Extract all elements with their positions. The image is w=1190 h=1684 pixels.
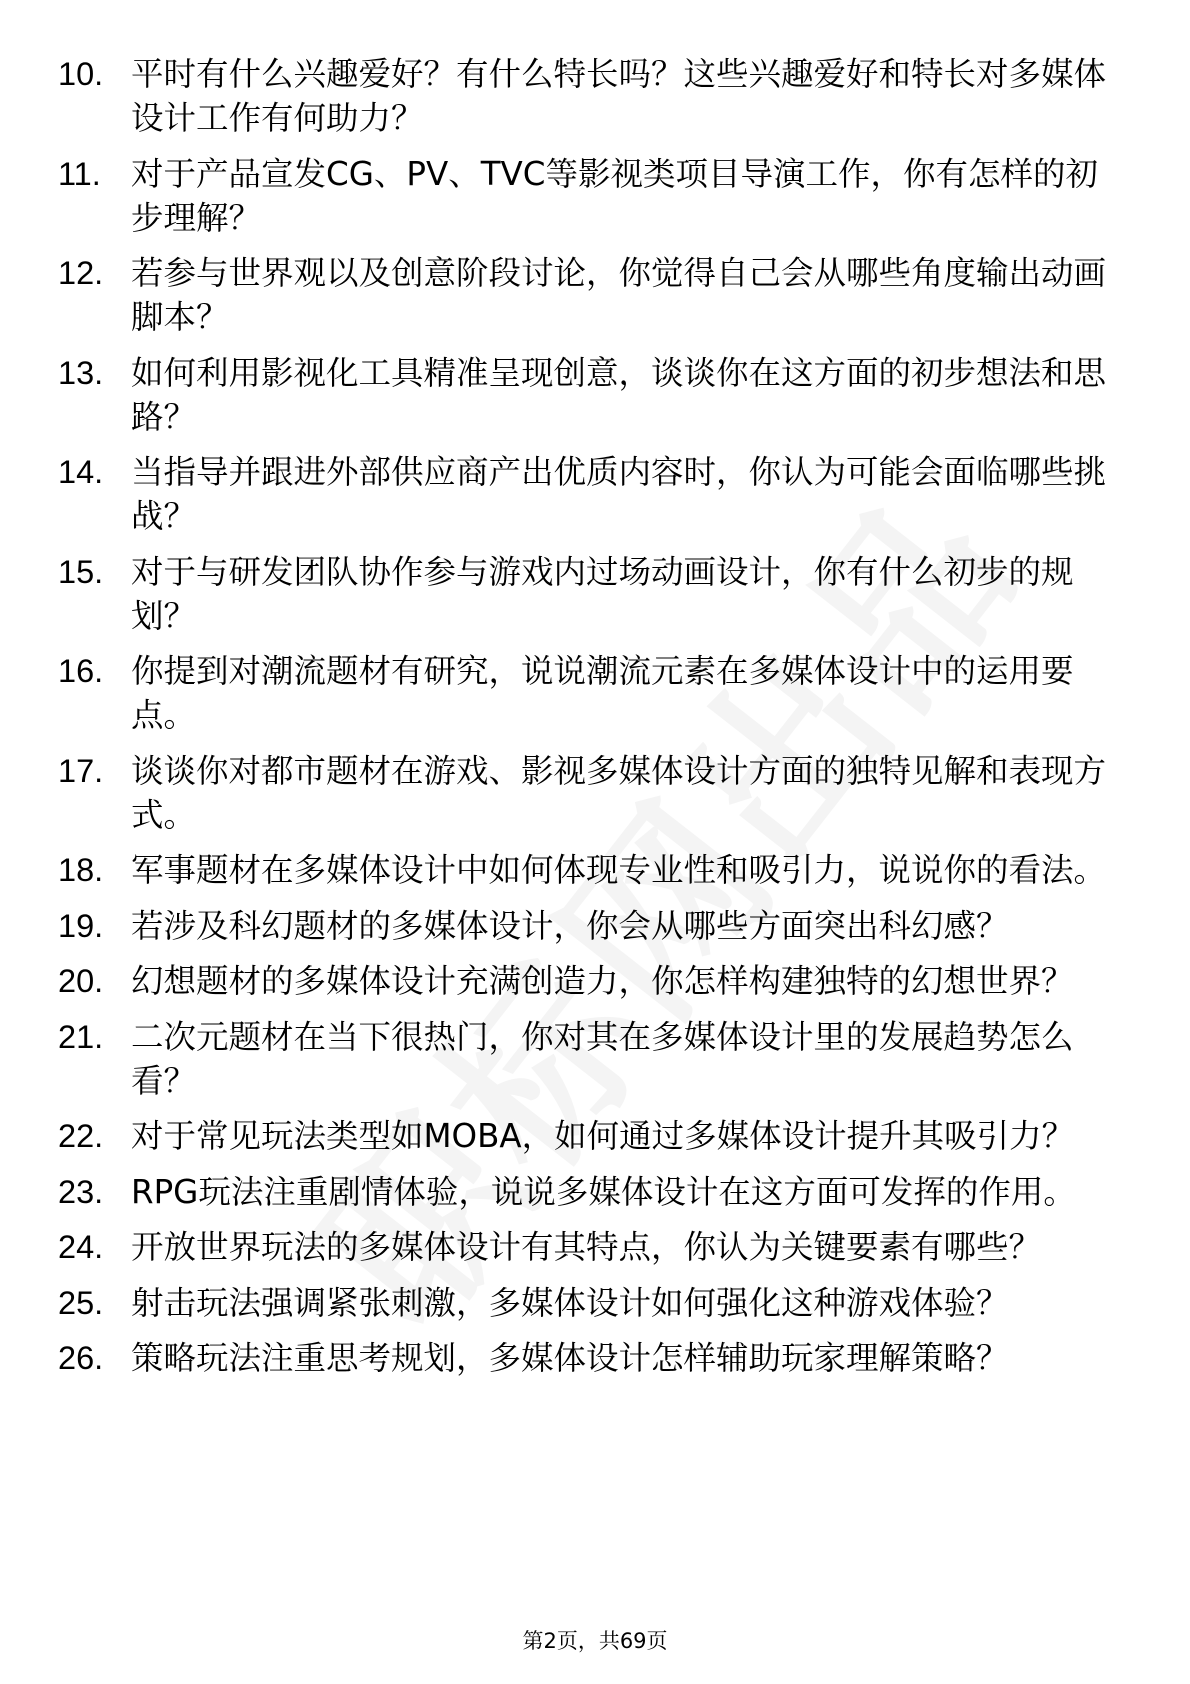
question-item bbox=[58, 1281, 1128, 1325]
question-item bbox=[58, 1170, 1128, 1214]
question-item bbox=[58, 1114, 1128, 1158]
question-text: 你提到对潮流题材有研究，说说潮流元素在多媒体设计中的运用要点。 bbox=[131, 652, 1074, 734]
question-item bbox=[58, 959, 1128, 1003]
question-number: 20. bbox=[58, 963, 104, 999]
question-number: 14. bbox=[58, 454, 104, 490]
question-text: 对于产品宣发CG、PV、TVC等影视类项目导演工作，你有怎样的初步理解？ bbox=[131, 154, 1098, 237]
question-item bbox=[58, 904, 1128, 948]
question-text: RPG玩法注重剧情体验，说说多媒体设计在这方面可发挥的作用。 bbox=[131, 1172, 1076, 1211]
question-text: 如何利用影视化工具精准呈现创意，谈谈你在这方面的初步想法和思路？ bbox=[131, 353, 1107, 436]
question-number: 19. bbox=[58, 907, 104, 944]
question-text: 若参与世界观以及创意阶段讨论，你觉得自己会从哪些角度输出动画脚本？ bbox=[131, 254, 1107, 336]
question-text: 幻想题材的多媒体设计充满创造力，你怎样构建独特的幻想世界？ bbox=[131, 962, 1074, 1000]
page-number-footer: 第2页，共69页 bbox=[522, 1629, 668, 1653]
question-item bbox=[58, 749, 1128, 837]
question-number: 13. bbox=[58, 354, 104, 391]
question-item bbox=[58, 351, 1128, 439]
question-item bbox=[58, 1336, 1128, 1380]
question-item bbox=[58, 1015, 1128, 1103]
question-text: 军事题材在多媒体设计中如何体现专业性和吸引力，说说你的看法。 bbox=[131, 851, 1107, 889]
question-text: 对于常见玩法类型如MOBA，如何通过多媒体设计提升其吸引力？ bbox=[131, 1117, 1075, 1155]
question-number: 12. bbox=[58, 255, 104, 291]
question-number: 17. bbox=[58, 752, 104, 789]
question-number: 26. bbox=[58, 1340, 104, 1376]
question-text: 射击玩法强调紧张刺激，多媒体设计如何强化这种游戏体验？ bbox=[131, 1283, 1009, 1322]
question-number: 11. bbox=[58, 155, 101, 192]
question-text: 对于与研发团队协作参与游戏内过场动画设计，你有什么初步的规划？ bbox=[131, 552, 1074, 635]
question-number: 10. bbox=[58, 56, 104, 92]
question-item bbox=[58, 152, 1128, 240]
question-item bbox=[58, 649, 1128, 737]
question-number: 25. bbox=[58, 1284, 104, 1321]
question-number: 22. bbox=[58, 1118, 104, 1154]
question-item bbox=[58, 52, 1128, 140]
question-number: 16. bbox=[58, 653, 104, 689]
question-number: 21. bbox=[58, 1018, 104, 1055]
question-text: 谈谈你对都市题材在游戏、影视多媒体设计方面的独特见解和表现方式。 bbox=[131, 751, 1107, 834]
question-text: 开放世界玩法的多媒体设计有其特点，你认为关键要素有哪些？ bbox=[131, 1228, 1042, 1266]
question-list bbox=[58, 52, 1128, 1392]
question-number: 24. bbox=[58, 1229, 104, 1265]
question-number: 23. bbox=[58, 1173, 104, 1210]
question-text: 当指导并跟进外部供应商产出优质内容时，你认为可能会面临哪些挑战？ bbox=[131, 453, 1107, 535]
question-text: 二次元题材在当下很热门，你对其在多媒体设计里的发展趋势怎么看？ bbox=[131, 1017, 1074, 1100]
question-number: 18. bbox=[58, 852, 104, 888]
question-item bbox=[58, 1225, 1128, 1269]
question-item bbox=[58, 550, 1128, 638]
question-text: 策略玩法注重思考规划，多媒体设计怎样辅助玩家理解策略？ bbox=[131, 1339, 1009, 1377]
question-item bbox=[58, 251, 1128, 339]
question-item bbox=[58, 450, 1128, 538]
question-text: 若涉及科幻题材的多媒体设计，你会从哪些方面突出科幻感？ bbox=[131, 906, 1009, 945]
question-item bbox=[58, 848, 1128, 892]
question-number: 15. bbox=[58, 553, 104, 590]
question-text: 平时有什么兴趣爱好？有什么特长吗？这些兴趣爱好和特长对多媒体设计工作有何助力？ bbox=[131, 55, 1107, 137]
